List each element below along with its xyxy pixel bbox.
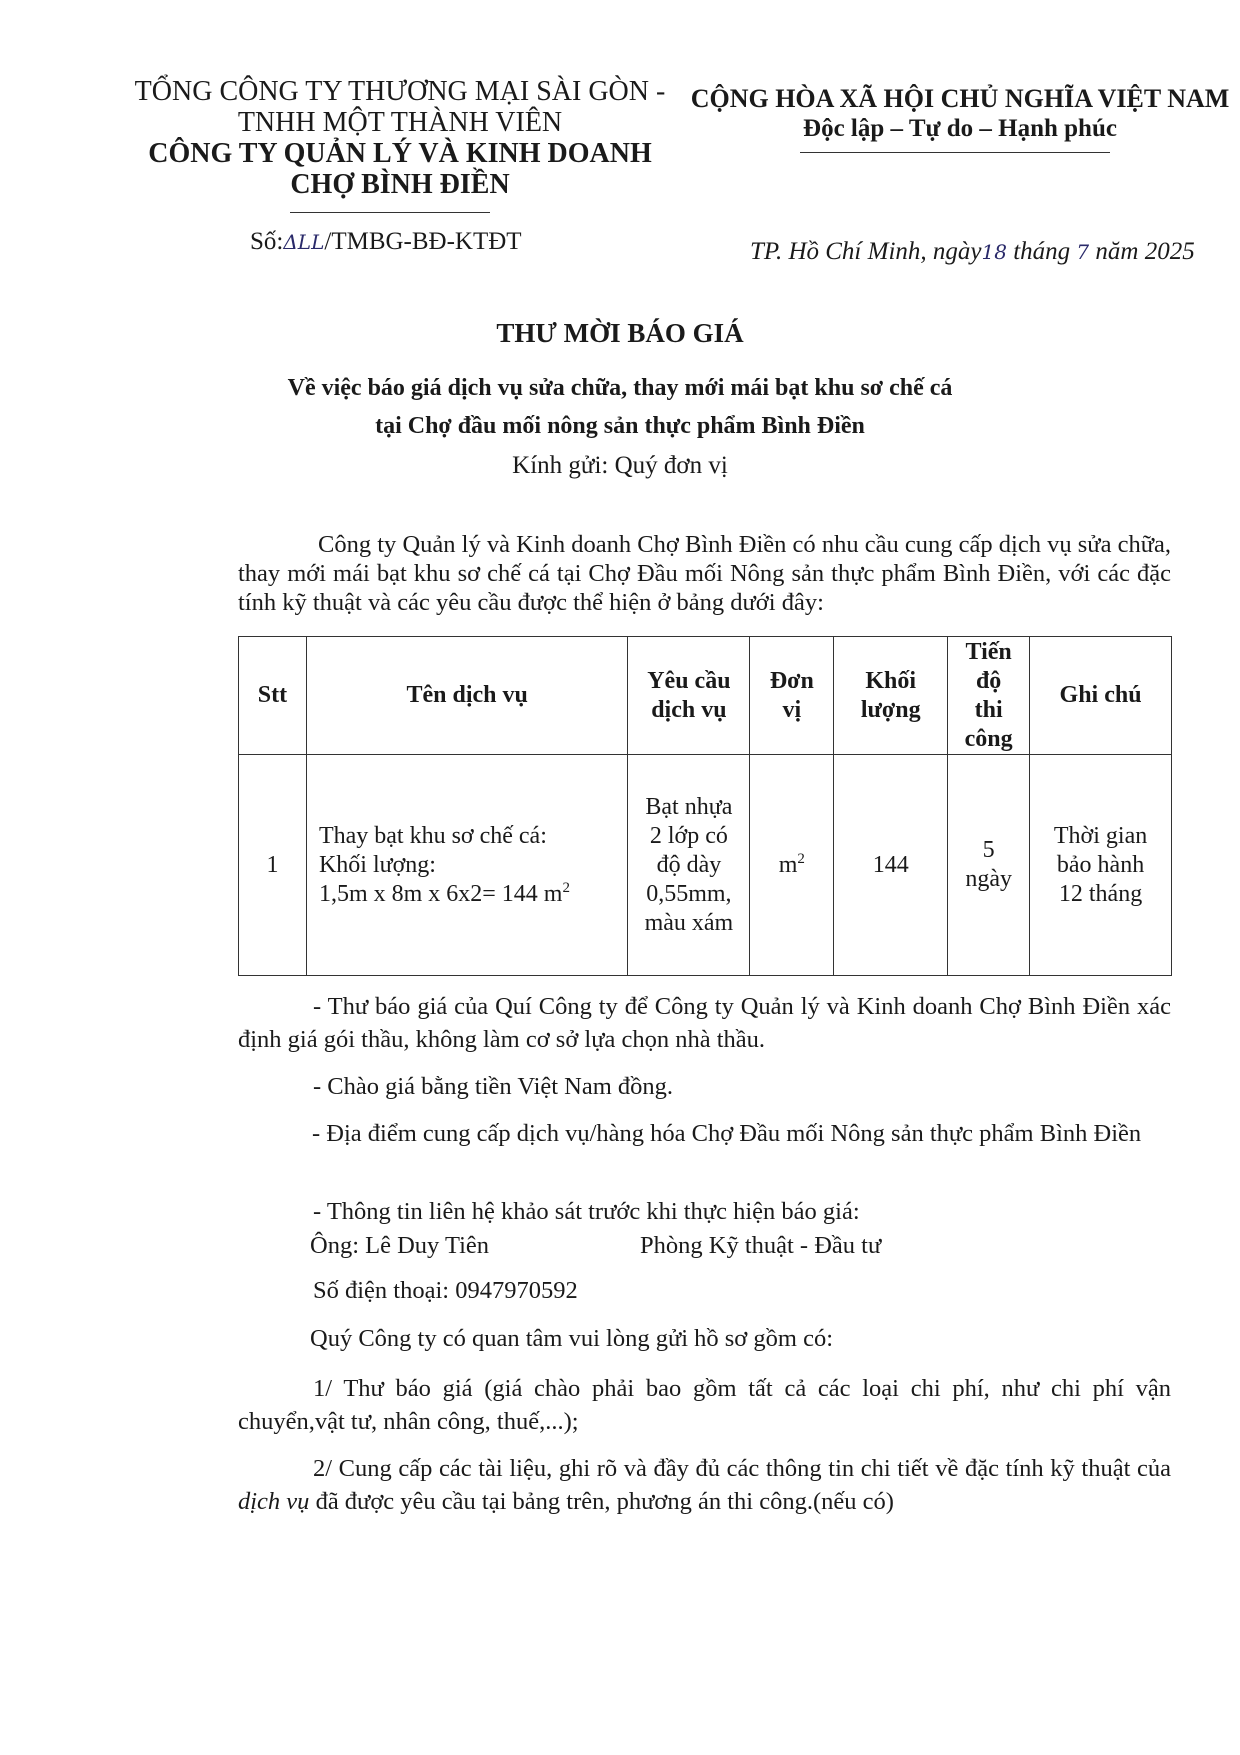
contact-heading: - Thông tin liên hệ khảo sát trước khi thực hiện báo giá: [313, 1198, 860, 1225]
national-motto-block [680, 84, 1240, 144]
col-note: Ghi chú [1030, 637, 1172, 755]
col-unit: Đơn vị [750, 637, 834, 755]
document-number-handwritten: ΔLL [283, 230, 325, 254]
issuer-parent-line2: TNHH MỘT THÀNH VIÊN [237, 107, 563, 138]
cell-requirement: Bạt nhựa 2 lớp có độ dày 0,55mm, màu xám [628, 755, 750, 976]
date-day-handwritten: 18 [981, 240, 1007, 264]
cell-service: Thay bạt khu sơ chế cá: Khối lượng: 1,5m x 8m x 6x2= 144 $m^2$ [306, 755, 627, 976]
contact-name: Ông: Lê Duy Tiên [310, 1232, 490, 1259]
col-quantity: Khối lượng [834, 637, 948, 755]
document-date: TP. Hồ Chí Minh, ngày18 tháng 7 năm 2025 [750, 238, 1195, 265]
purpose-paragraph: - Thư báo giá của Quí Công ty để Công ty Quản lý và Kinh doanh Chợ Bình Điền xác định giá gói thầu, không làm cơ sở lựa chọn nhà thầu. [238, 993, 1171, 1053]
col-service: Tên dịch vụ [306, 637, 627, 755]
table-row [239, 755, 1172, 976]
col-requirement: Yêu cầu dịch vụ [628, 637, 750, 755]
document-title: THƯ MỜI BÁO GIÁ [496, 318, 744, 348]
document-number: Số:ΔLL/TMBG-BĐ-KTĐT [250, 228, 522, 255]
contact-department: Phòng Kỹ thuật - Đầu tư [640, 1232, 882, 1259]
national-title: CỘNG HÒA XÃ HỘI CHỦ NGHĨA VIỆT NAM [690, 84, 1230, 113]
subject-line-2: tại Chợ đầu mối nông sản thực phẩm Bình Điền [375, 413, 865, 439]
issuer-company-line1: CÔNG TY QUẢN LÝ VÀ KINH DOANH [148, 138, 652, 169]
issuer-underline [290, 212, 490, 213]
motto-underline [800, 152, 1110, 153]
request-item-2: 2/ Cung cấp các tài liệu, ghi rõ và đầy đủ các thông tin chi tiết về đặc tính kỹ thuật của dịch vụ đã được yêu cầu tại bảng trên, phương án thi công.(nếu có) [238, 1455, 1171, 1515]
col-stt: Stt [239, 637, 307, 755]
cell-quantity: 144 [834, 755, 948, 976]
request-intro: Quý Công ty có quan tâm vui lòng gửi hồ sơ gồm có: [310, 1325, 834, 1352]
cell-note: Thời gian bảo hành 12 tháng [1030, 755, 1172, 976]
greeting: Kính gửi: Quý đơn vị [512, 452, 728, 479]
cell-stt: 1 [239, 755, 307, 976]
date-month-handwritten: 7 [1076, 240, 1090, 264]
national-motto: Độc lập – Tự do – Hạnh phúc [803, 115, 1117, 142]
issuer-company-line2: CHỢ BÌNH ĐIỀN [290, 169, 510, 200]
table-header-row [239, 637, 1172, 755]
location-paragraph: - Địa điểm cung cấp dịch vụ/hàng hóa Chợ Đầu mối Nông sản thực phẩm Bình Điền [312, 1120, 1142, 1147]
issuer-parent-line1: TỔNG CÔNG TY THƯƠNG MẠI SÀI GÒN - [134, 76, 666, 107]
service-table [238, 636, 1172, 976]
intro-paragraph: Công ty Quản lý và Kinh doanh Chợ Bình Điền có nhu cầu cung cấp dịch vụ sửa chữa, thay mới mái bạt khu sơ chế cá tại Chợ Đầu mối Nông sản thực phẩm Bình Điền, với các đặc tính kỹ thuật và các yêu cầu được thể hiện ở bảng dưới đây: [238, 531, 1171, 616]
cell-schedule: 5 ngày [948, 755, 1030, 976]
issuer-block [110, 76, 690, 200]
contact-phone: Số điện thoại: 0947970592 [313, 1277, 578, 1304]
currency-paragraph: - Chào giá bằng tiền Việt Nam đồng. [313, 1073, 674, 1100]
col-schedule: Tiến độ thi công [948, 637, 1030, 755]
request-item-1: 1/ Thư báo giá (giá chào phải bao gồm tất cả các loại chi phí, như chi phí vận chuyển,vật tư, nhân công, thuế,...); [238, 1375, 1171, 1435]
cell-unit: $m^2$ [750, 755, 834, 976]
subject-line-1: Về việc báo giá dịch vụ sửa chữa, thay mới mái bạt khu sơ chế cá [287, 375, 953, 401]
